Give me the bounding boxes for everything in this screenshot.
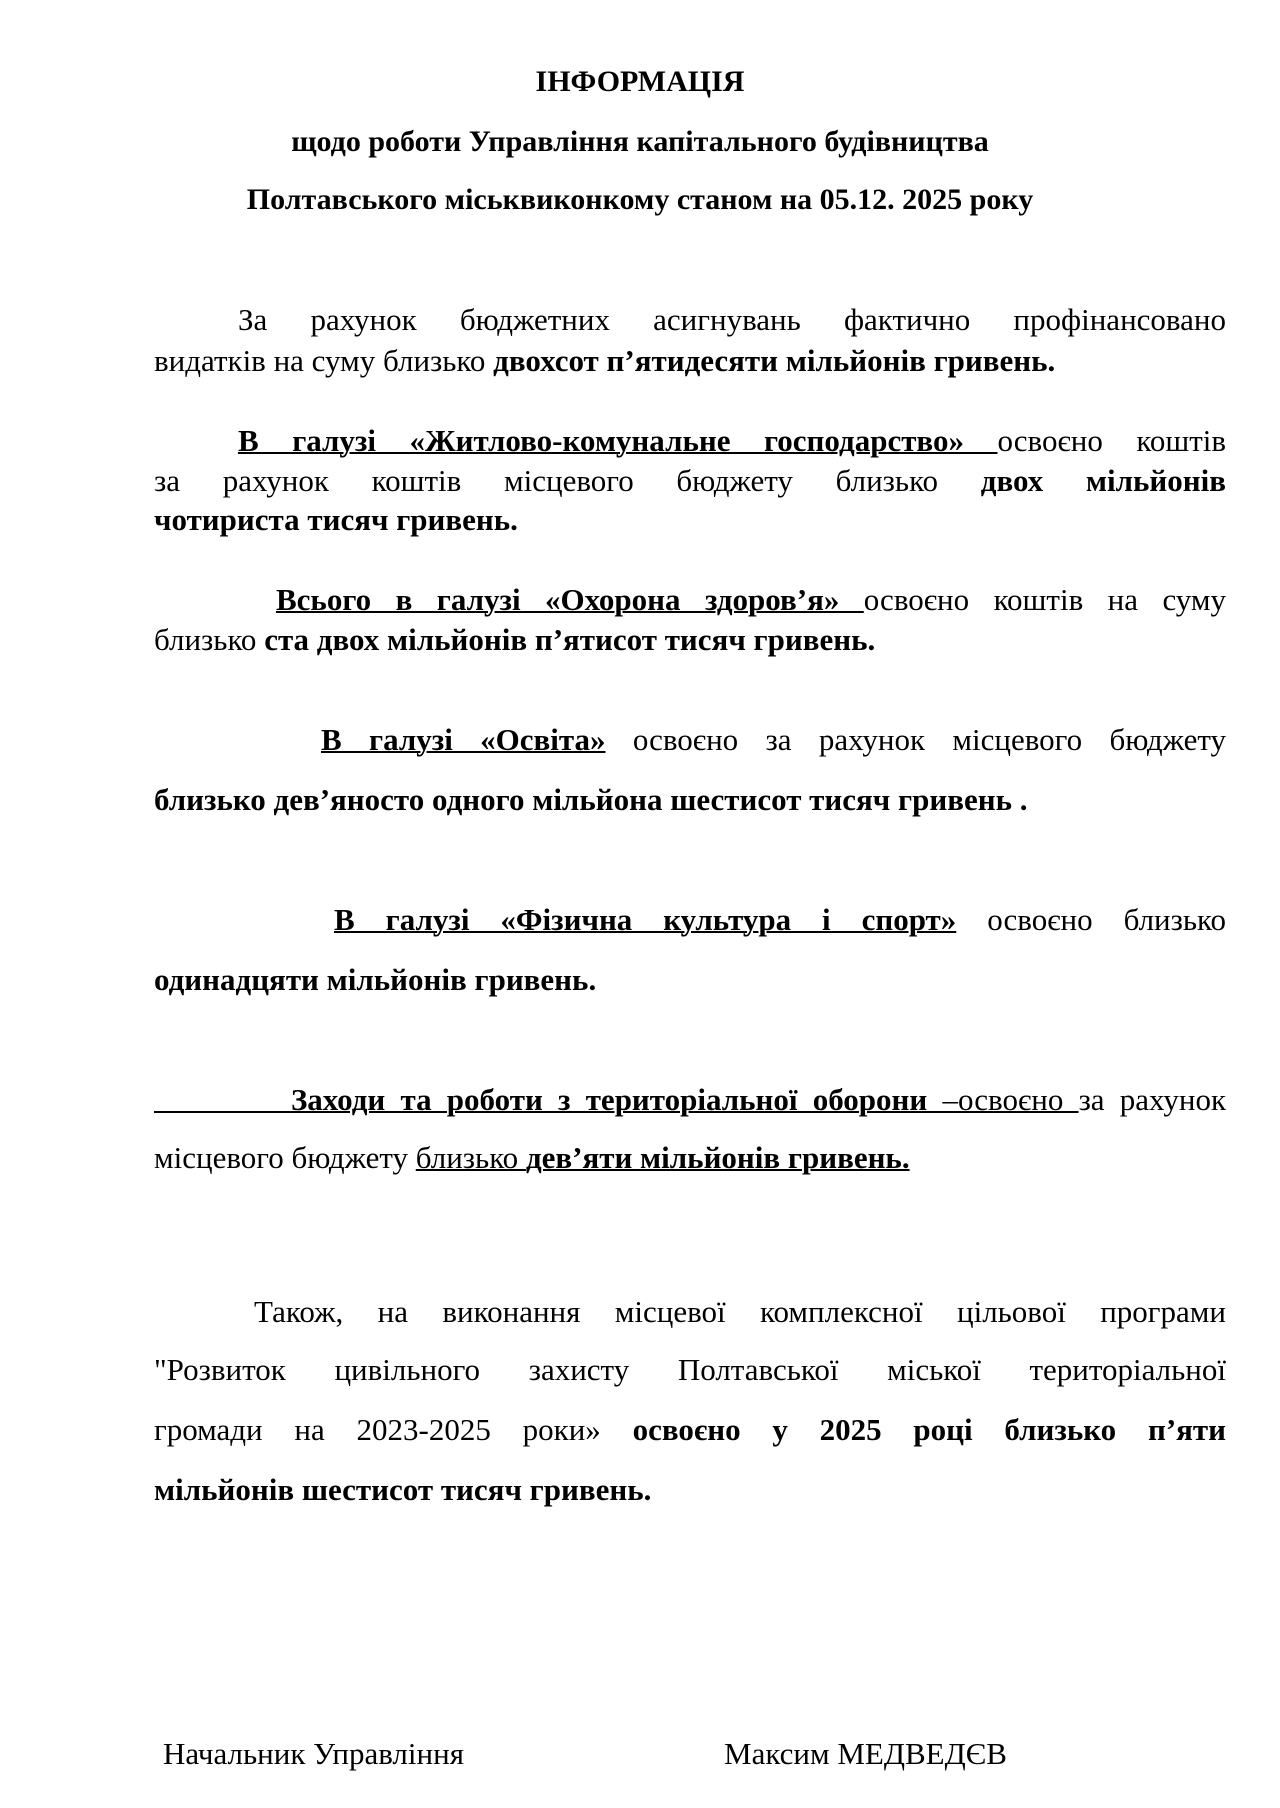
civil-line-4 [154,1472,1226,1508]
education-heading: В галузі «Освіта» [321,722,606,757]
funding-line-2 [154,343,1226,379]
housing-text: освоєно коштів [997,423,1227,458]
defense-text-2: місцевого бюджету [154,1140,416,1175]
signature-name: Максим МЕДВЕДЄВ [724,1736,1007,1771]
civil-line-2: "Розвиток цивільного захисту Полтавської міської територіальної [154,1352,1226,1387]
civil-line-1: Також, на виконання місцевої комплексної цільової програми [254,1294,1226,1329]
health-text-2: близько [154,622,265,657]
housing-line-3 [154,502,1226,538]
housing-line-1 [238,423,1226,459]
housing-text-2: за рахунок коштів місцевого бюджету близько [154,463,981,498]
civil-amount-1: освоєно у 2025 році близько п’яти [632,1412,1226,1447]
defense-line-2 [154,1140,1226,1176]
signature-position: Начальник Управління [163,1736,464,1771]
sport-text: освоєно близько [956,902,1226,937]
housing-amount-2: чотириста тисяч гривень. [154,502,518,537]
funding-text: видатків на суму близько [154,343,494,378]
sport-heading: В галузі «Фізична культура і спорт» [334,902,957,937]
document-subtitle-line-2: Полтавського міськвиконкому станом на 05.12. 2025 року [246,183,1034,216]
education-line-1 [321,722,1226,758]
defense-line-1 [154,1082,1226,1118]
civil-line-3 [154,1412,1226,1448]
health-amount: ста двох мільйонів п’ятисот тисяч гривень. [264,622,876,657]
sport-line-1 [334,902,1226,938]
health-line-1 [276,582,1226,618]
defense-heading: Заходи та роботи з територіальної оборони [290,1082,943,1117]
defense-about: близько [415,1140,526,1175]
defense-lead [154,1082,291,1117]
sport-line-2 [154,962,1226,998]
funding-amount: двохсот п’ятидесяти мільйонів гривень. [493,343,1056,378]
education-amount: близько дев’яносто одного мільйона шестисот тисяч гривень . [154,782,1028,817]
health-heading: Всього в галузі «Охорона здоров’я» [276,582,864,617]
sport-amount: одинадцяти мільйонів гривень. [154,962,597,997]
defense-amount: дев’яти мільйонів гривень. [525,1140,910,1175]
housing-line-2 [154,463,1226,499]
housing-heading: В галузі «Житлово-комунальне господарство» [238,423,998,458]
defense-dash-text: –освоєно [942,1082,1079,1117]
document-title: ІНФОРМАЦІЯ [535,65,745,98]
health-line-2 [154,622,1226,658]
health-text: освоєно коштів на суму [863,582,1226,617]
education-text: освоєно за рахунок місцевого бюджету [605,722,1226,757]
civil-text: громади на 2023-2025 роки» [154,1412,633,1447]
civil-amount-2: мільйонів шестисот тисяч гривень. [154,1472,652,1507]
education-line-2 [154,782,1226,818]
housing-amount-1: двох мільйонів [980,463,1226,498]
document-subtitle-line-1: щодо роботи Управління капітального будівництва [291,125,989,158]
defense-text: за рахунок [1078,1082,1227,1117]
funding-line-1: За рахунок бюджетних асигнувань фактично профінансовано [238,302,1226,337]
